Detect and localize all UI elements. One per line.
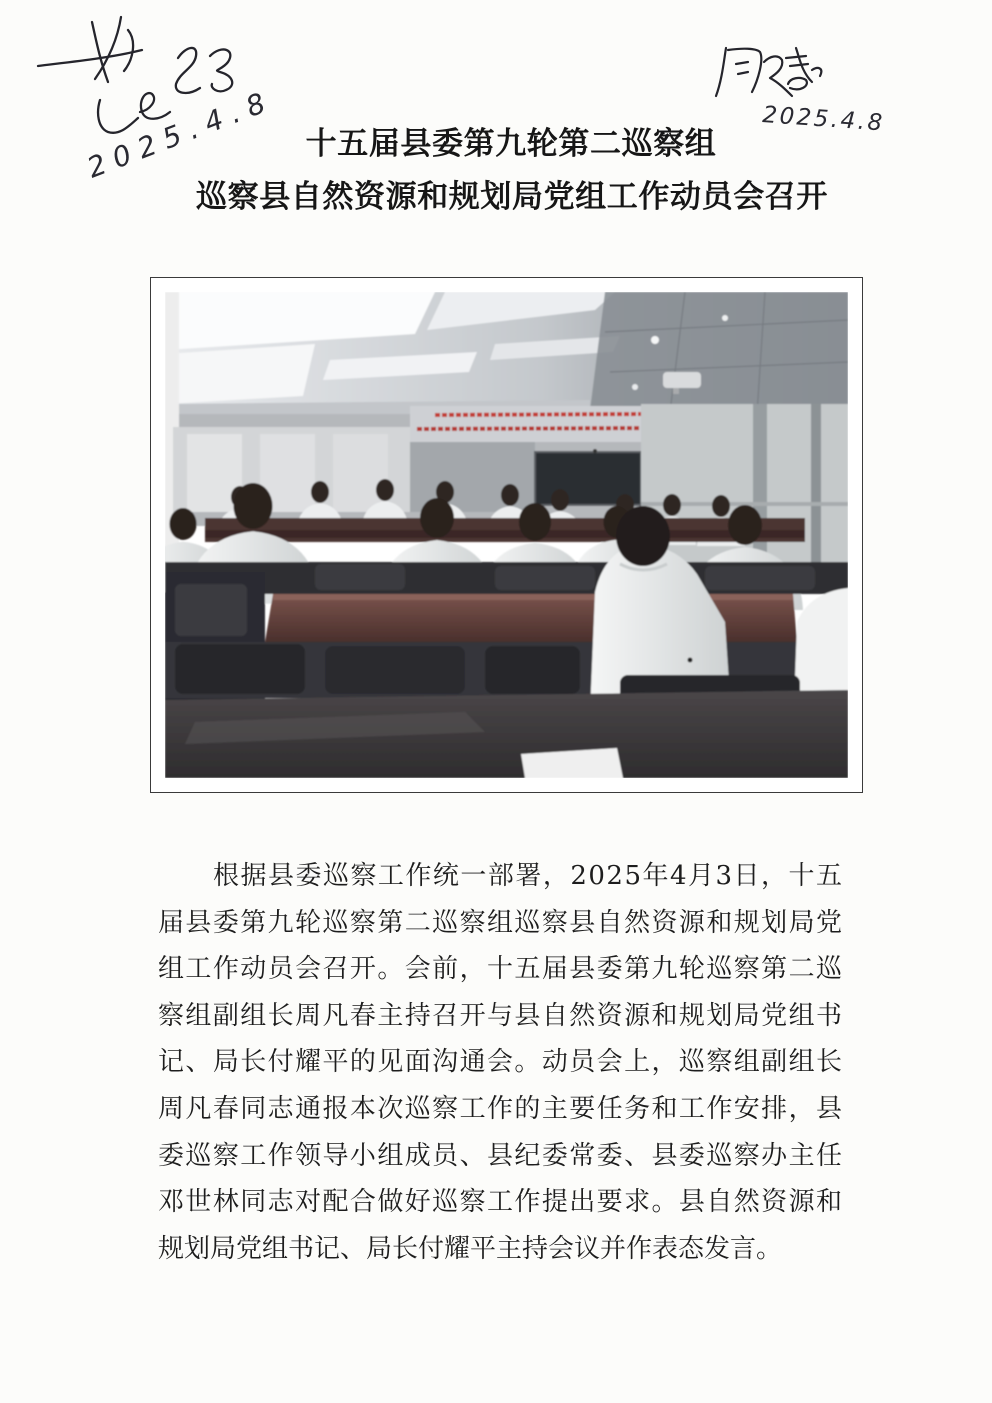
title-line-2: 巡察县自然资源和规划局党组工作动员会召开 xyxy=(196,179,828,215)
photo-frame xyxy=(150,277,863,793)
right-signature xyxy=(716,48,821,96)
head-table xyxy=(205,518,805,542)
body-line: 周凡春同志通报本次巡察工作的主要任务和工作安排，县 xyxy=(158,1093,844,1124)
foreground-table xyxy=(165,690,848,778)
body-line: 察组副组长周凡春主持召开与县自然资源和规划局党组书 xyxy=(158,1000,844,1031)
banner-screen xyxy=(410,406,662,442)
body-line: 委巡察工作领导小组成员、县纪委常委、县委巡察办主任 xyxy=(158,1140,844,1171)
meeting-photo xyxy=(165,292,848,778)
title-line-1: 十五届县委第九轮第二巡察组 xyxy=(305,126,717,162)
right-signature-date: 2025.4.8 xyxy=(761,102,886,137)
chair-row xyxy=(165,562,848,594)
body-paragraph xyxy=(158,853,842,1272)
body-line: 届县委第九轮巡察第二巡察组巡察县自然资源和规划局党 xyxy=(158,907,844,938)
front-chairs xyxy=(175,644,580,694)
body-line-last: 规划局党组书记、局长付耀平主持会议并作表态发言。 xyxy=(158,1233,783,1264)
handwritten-annotations xyxy=(0,0,992,200)
left-signature-date: 2025.4.8 xyxy=(82,83,279,185)
body-line: 邓世林同志对配合做好巡察工作提出要求。县自然资源和 xyxy=(158,1187,844,1218)
body-line: 组工作动员会召开。会前，十五届县委第九轮巡察第二巡 xyxy=(158,954,844,985)
body-line: 记、局长付耀平的见面沟通会。动员会上，巡察组副组长 xyxy=(158,1047,844,1078)
body-line: 根据县委巡察工作统一部署，2025年4月3日，十五 xyxy=(213,861,844,891)
